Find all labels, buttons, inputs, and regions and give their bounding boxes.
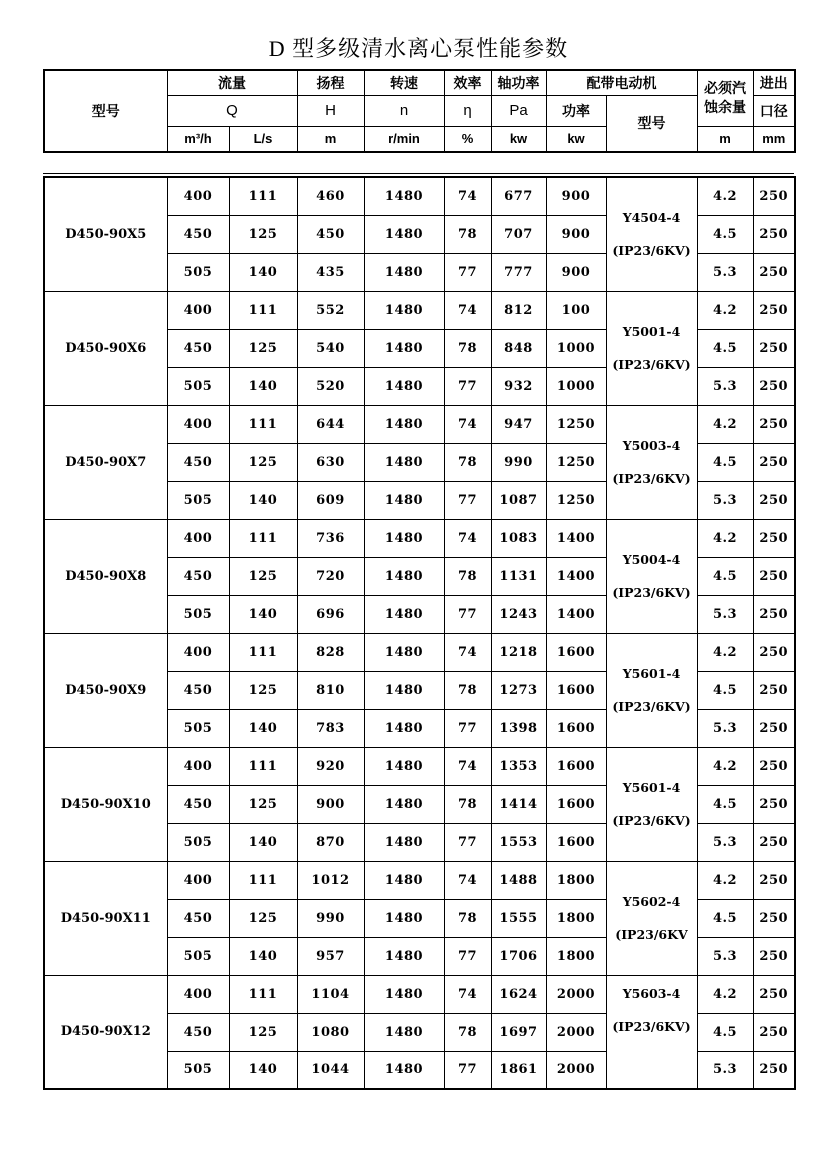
header-head-label: 扬程 bbox=[297, 70, 364, 95]
head-cell: 870 bbox=[297, 823, 364, 861]
flow-ls-cell: 125 bbox=[229, 1013, 297, 1051]
npsh-cell: 5.3 bbox=[697, 595, 753, 633]
motor-model-cell bbox=[606, 291, 697, 405]
motor-power-cell: 1400 bbox=[546, 557, 606, 595]
header-table bbox=[43, 69, 796, 153]
motor-model-block bbox=[607, 748, 697, 861]
flow-ls-cell: 140 bbox=[229, 253, 297, 291]
flow-ls-cell: 140 bbox=[229, 481, 297, 519]
speed-cell: 1480 bbox=[364, 899, 444, 937]
pump-model-cell: D450-90X12 bbox=[44, 975, 167, 1089]
motor-model-text: Y5004-4 bbox=[622, 552, 681, 567]
shaft-power-cell: 1353 bbox=[491, 747, 546, 785]
flow-ls-cell: 140 bbox=[229, 937, 297, 975]
motor-model-cell bbox=[606, 975, 697, 1089]
port-cell: 250 bbox=[753, 405, 795, 443]
motor-power-cell: 2000 bbox=[546, 1013, 606, 1051]
efficiency-cell: 78 bbox=[444, 557, 491, 595]
npsh-cell: 4.5 bbox=[697, 329, 753, 367]
motor-spec-text: (IP23/6KV) bbox=[612, 813, 691, 828]
motor-model-block bbox=[607, 292, 697, 405]
efficiency-cell: 78 bbox=[444, 443, 491, 481]
efficiency-cell: 77 bbox=[444, 481, 491, 519]
header-efficiency-unit: % bbox=[444, 126, 491, 152]
motor-model-text: Y5602-4 bbox=[622, 894, 681, 909]
npsh-cell: 4.5 bbox=[697, 557, 753, 595]
npsh-cell: 4.5 bbox=[697, 215, 753, 253]
flow-m3h-cell: 400 bbox=[167, 975, 229, 1013]
head-cell: 900 bbox=[297, 785, 364, 823]
motor-model-block bbox=[607, 178, 697, 291]
port-cell: 250 bbox=[753, 557, 795, 595]
pump-model-cell: D450-90X7 bbox=[44, 405, 167, 519]
flow-ls-cell: 125 bbox=[229, 215, 297, 253]
head-cell: 920 bbox=[297, 747, 364, 785]
speed-cell: 1480 bbox=[364, 975, 444, 1013]
flow-m3h-cell: 400 bbox=[167, 291, 229, 329]
speed-cell: 1480 bbox=[364, 671, 444, 709]
header-flow-unit-m3h: m³/h bbox=[167, 126, 229, 152]
motor-spec-text: (IP23/6KV) bbox=[612, 699, 691, 714]
efficiency-cell: 74 bbox=[444, 861, 491, 899]
header-shaft-power-label: 轴功率 bbox=[491, 70, 546, 95]
motor-model-text: Y5603-4 bbox=[622, 985, 681, 1001]
table-row bbox=[44, 291, 795, 329]
shaft-power-cell: 1697 bbox=[491, 1013, 546, 1051]
motor-power-cell: 1400 bbox=[546, 595, 606, 633]
speed-cell: 1480 bbox=[364, 519, 444, 557]
head-cell: 460 bbox=[297, 177, 364, 215]
port-cell: 250 bbox=[753, 443, 795, 481]
header-efficiency-symbol: η bbox=[444, 95, 491, 126]
header-speed-unit: r/min bbox=[364, 126, 444, 152]
shaft-power-cell: 777 bbox=[491, 253, 546, 291]
shaft-power-cell: 677 bbox=[491, 177, 546, 215]
speed-cell: 1480 bbox=[364, 481, 444, 519]
pump-model-cell: D450-90X6 bbox=[44, 291, 167, 405]
head-cell: 1044 bbox=[297, 1051, 364, 1089]
header-row-labels bbox=[44, 70, 795, 95]
head-cell: 720 bbox=[297, 557, 364, 595]
efficiency-cell: 78 bbox=[444, 671, 491, 709]
motor-spec-text: (IP23/6KV) bbox=[612, 243, 691, 259]
head-cell: 540 bbox=[297, 329, 364, 367]
motor-spec-text: (IP23/6KV) bbox=[612, 585, 691, 600]
port-cell: 250 bbox=[753, 215, 795, 253]
port-cell: 250 bbox=[753, 329, 795, 367]
header-port-line2: 口径 bbox=[753, 95, 795, 126]
motor-power-cell: 1800 bbox=[546, 899, 606, 937]
motor-model-block bbox=[607, 976, 697, 1089]
flow-m3h-cell: 505 bbox=[167, 937, 229, 975]
speed-cell: 1480 bbox=[364, 709, 444, 747]
npsh-cell: 4.2 bbox=[697, 861, 753, 899]
npsh-cell: 4.2 bbox=[697, 405, 753, 443]
flow-ls-cell: 111 bbox=[229, 291, 297, 329]
npsh-cell: 4.2 bbox=[697, 633, 753, 671]
flow-ls-cell: 125 bbox=[229, 671, 297, 709]
port-cell: 250 bbox=[753, 899, 795, 937]
flow-ls-cell: 140 bbox=[229, 1051, 297, 1089]
port-cell: 250 bbox=[753, 1051, 795, 1089]
motor-power-cell: 1000 bbox=[546, 329, 606, 367]
motor-model-cell bbox=[606, 747, 697, 861]
flow-ls-cell: 125 bbox=[229, 329, 297, 367]
pump-model-cell: D450-90X10 bbox=[44, 747, 167, 861]
motor-model-cell bbox=[606, 177, 697, 291]
head-cell: 736 bbox=[297, 519, 364, 557]
flow-m3h-cell: 450 bbox=[167, 785, 229, 823]
shaft-power-cell: 947 bbox=[491, 405, 546, 443]
motor-power-cell: 1250 bbox=[546, 481, 606, 519]
efficiency-cell: 77 bbox=[444, 823, 491, 861]
npsh-cell: 4.2 bbox=[697, 747, 753, 785]
speed-cell: 1480 bbox=[364, 253, 444, 291]
motor-model-block bbox=[607, 862, 697, 975]
header-port-unit: mm bbox=[753, 126, 795, 152]
page-title: D 型多级清水离心泵性能参数 bbox=[268, 36, 569, 61]
motor-power-cell: 2000 bbox=[546, 1051, 606, 1089]
npsh-cell: 4.5 bbox=[697, 785, 753, 823]
port-cell: 250 bbox=[753, 481, 795, 519]
speed-cell: 1480 bbox=[364, 443, 444, 481]
npsh-cell: 4.2 bbox=[697, 975, 753, 1013]
flow-ls-cell: 140 bbox=[229, 709, 297, 747]
speed-cell: 1480 bbox=[364, 785, 444, 823]
header-flow-symbol: Q bbox=[167, 95, 297, 126]
header-port-line1: 进出 bbox=[753, 70, 795, 95]
flow-ls-cell: 125 bbox=[229, 899, 297, 937]
header-motor-power-unit: kw bbox=[546, 126, 606, 152]
motor-model-block bbox=[607, 406, 697, 519]
speed-cell: 1480 bbox=[364, 1051, 444, 1089]
speed-cell: 1480 bbox=[364, 405, 444, 443]
efficiency-cell: 74 bbox=[444, 291, 491, 329]
flow-ls-cell: 111 bbox=[229, 975, 297, 1013]
shaft-power-cell: 1083 bbox=[491, 519, 546, 557]
body-table bbox=[43, 176, 796, 1090]
motor-power-cell: 1250 bbox=[546, 443, 606, 481]
motor-power-cell: 1600 bbox=[546, 823, 606, 861]
flow-ls-cell: 111 bbox=[229, 747, 297, 785]
port-cell: 250 bbox=[753, 785, 795, 823]
port-cell: 250 bbox=[753, 177, 795, 215]
flow-m3h-cell: 450 bbox=[167, 215, 229, 253]
speed-cell: 1480 bbox=[364, 291, 444, 329]
efficiency-cell: 78 bbox=[444, 329, 491, 367]
header-motor-model-label: 型号 bbox=[606, 95, 697, 152]
speed-cell: 1480 bbox=[364, 633, 444, 671]
head-cell: 810 bbox=[297, 671, 364, 709]
shaft-power-cell: 707 bbox=[491, 215, 546, 253]
header-head-symbol: H bbox=[297, 95, 364, 126]
shaft-power-cell: 990 bbox=[491, 443, 546, 481]
npsh-cell: 5.3 bbox=[697, 937, 753, 975]
efficiency-cell: 74 bbox=[444, 405, 491, 443]
head-cell: 450 bbox=[297, 215, 364, 253]
speed-cell: 1480 bbox=[364, 329, 444, 367]
speed-cell: 1480 bbox=[364, 367, 444, 405]
pump-model-cell: D450-90X8 bbox=[44, 519, 167, 633]
pump-model-cell: D450-90X11 bbox=[44, 861, 167, 975]
npsh-cell: 4.2 bbox=[697, 177, 753, 215]
flow-m3h-cell: 505 bbox=[167, 709, 229, 747]
port-cell: 250 bbox=[753, 253, 795, 291]
motor-power-cell: 100 bbox=[546, 291, 606, 329]
header-shaft-power-symbol: Pa bbox=[491, 95, 546, 126]
npsh-cell: 5.3 bbox=[697, 1051, 753, 1089]
flow-m3h-cell: 505 bbox=[167, 1051, 229, 1089]
header-npsh-line1: 必须汽 bbox=[704, 80, 746, 97]
flow-ls-cell: 125 bbox=[229, 557, 297, 595]
head-cell: 644 bbox=[297, 405, 364, 443]
flow-m3h-cell: 400 bbox=[167, 747, 229, 785]
port-cell: 250 bbox=[753, 671, 795, 709]
shaft-power-cell: 1131 bbox=[491, 557, 546, 595]
head-cell: 552 bbox=[297, 291, 364, 329]
shaft-power-cell: 1414 bbox=[491, 785, 546, 823]
table-row bbox=[44, 633, 795, 671]
shaft-power-cell: 812 bbox=[491, 291, 546, 329]
port-cell: 250 bbox=[753, 709, 795, 747]
port-cell: 250 bbox=[753, 975, 795, 1013]
head-cell: 435 bbox=[297, 253, 364, 291]
header-motor-power-label: 功率 bbox=[546, 95, 606, 126]
motor-model-cell bbox=[606, 633, 697, 747]
motor-power-cell: 900 bbox=[546, 215, 606, 253]
flow-m3h-cell: 400 bbox=[167, 177, 229, 215]
shaft-power-cell: 848 bbox=[491, 329, 546, 367]
motor-power-cell: 1600 bbox=[546, 785, 606, 823]
table-row bbox=[44, 975, 795, 1013]
npsh-cell: 5.3 bbox=[697, 253, 753, 291]
flow-ls-cell: 111 bbox=[229, 519, 297, 557]
motor-power-cell: 1250 bbox=[546, 405, 606, 443]
npsh-cell: 4.2 bbox=[697, 291, 753, 329]
head-cell: 1080 bbox=[297, 1013, 364, 1051]
flow-m3h-cell: 400 bbox=[167, 633, 229, 671]
flow-m3h-cell: 450 bbox=[167, 899, 229, 937]
table-row bbox=[44, 405, 795, 443]
shaft-power-cell: 1706 bbox=[491, 937, 546, 975]
efficiency-cell: 74 bbox=[444, 177, 491, 215]
npsh-cell: 4.5 bbox=[697, 1013, 753, 1051]
shaft-power-cell: 1488 bbox=[491, 861, 546, 899]
head-cell: 609 bbox=[297, 481, 364, 519]
table-row bbox=[44, 861, 795, 899]
npsh-cell: 5.3 bbox=[697, 709, 753, 747]
head-cell: 1104 bbox=[297, 975, 364, 1013]
port-cell: 250 bbox=[753, 823, 795, 861]
flow-ls-cell: 125 bbox=[229, 443, 297, 481]
port-cell: 250 bbox=[753, 519, 795, 557]
efficiency-cell: 74 bbox=[444, 975, 491, 1013]
efficiency-cell: 74 bbox=[444, 519, 491, 557]
motor-power-cell: 1600 bbox=[546, 747, 606, 785]
shaft-power-cell: 1861 bbox=[491, 1051, 546, 1089]
motor-power-cell: 900 bbox=[546, 177, 606, 215]
speed-cell: 1480 bbox=[364, 557, 444, 595]
head-cell: 1012 bbox=[297, 861, 364, 899]
motor-model-text: Y4504-4 bbox=[622, 210, 681, 226]
speed-cell: 1480 bbox=[364, 215, 444, 253]
header-npsh-unit: m bbox=[697, 126, 753, 152]
motor-spec-text: (IP23/6KV) bbox=[612, 471, 691, 486]
motor-model-block bbox=[607, 634, 697, 747]
speed-cell: 1480 bbox=[364, 823, 444, 861]
motor-power-cell: 1400 bbox=[546, 519, 606, 557]
port-cell: 250 bbox=[753, 747, 795, 785]
flow-m3h-cell: 450 bbox=[167, 671, 229, 709]
flow-m3h-cell: 400 bbox=[167, 405, 229, 443]
speed-cell: 1480 bbox=[364, 1013, 444, 1051]
page bbox=[43, 0, 794, 1090]
shaft-power-cell: 932 bbox=[491, 367, 546, 405]
header-speed-symbol: n bbox=[364, 95, 444, 126]
flow-ls-cell: 140 bbox=[229, 367, 297, 405]
header-flow-label: 流量 bbox=[167, 70, 297, 95]
efficiency-cell: 74 bbox=[444, 633, 491, 671]
efficiency-cell: 78 bbox=[444, 899, 491, 937]
table-row bbox=[44, 747, 795, 785]
motor-spec-text: (IP23/6KV) bbox=[612, 357, 691, 372]
shaft-power-cell: 1555 bbox=[491, 899, 546, 937]
speed-cell: 1480 bbox=[364, 177, 444, 215]
pump-model-cell: D450-90X5 bbox=[44, 177, 167, 291]
efficiency-cell: 78 bbox=[444, 785, 491, 823]
motor-model-cell bbox=[606, 861, 697, 975]
port-cell: 250 bbox=[753, 595, 795, 633]
header-efficiency-label: 效率 bbox=[444, 70, 491, 95]
shaft-power-cell: 1398 bbox=[491, 709, 546, 747]
head-cell: 520 bbox=[297, 367, 364, 405]
speed-cell: 1480 bbox=[364, 595, 444, 633]
motor-model-cell bbox=[606, 405, 697, 519]
motor-model-cell bbox=[606, 519, 697, 633]
flow-m3h-cell: 450 bbox=[167, 557, 229, 595]
efficiency-cell: 77 bbox=[444, 709, 491, 747]
shaft-power-cell: 1624 bbox=[491, 975, 546, 1013]
motor-power-cell: 900 bbox=[546, 253, 606, 291]
speed-cell: 1480 bbox=[364, 747, 444, 785]
header-flow-unit-ls: L/s bbox=[229, 126, 297, 152]
efficiency-cell: 77 bbox=[444, 595, 491, 633]
motor-power-cell: 1600 bbox=[546, 671, 606, 709]
npsh-cell: 4.5 bbox=[697, 443, 753, 481]
head-cell: 990 bbox=[297, 899, 364, 937]
motor-spec-text: (IP23/6KV bbox=[615, 927, 688, 942]
port-cell: 250 bbox=[753, 937, 795, 975]
header-motor-label: 配带电动机 bbox=[546, 70, 697, 95]
port-cell: 250 bbox=[753, 633, 795, 671]
npsh-cell: 4.5 bbox=[697, 671, 753, 709]
port-cell: 250 bbox=[753, 861, 795, 899]
flow-ls-cell: 111 bbox=[229, 861, 297, 899]
motor-model-block bbox=[607, 520, 697, 633]
motor-power-cell: 1800 bbox=[546, 937, 606, 975]
table-row bbox=[44, 519, 795, 557]
efficiency-cell: 74 bbox=[444, 747, 491, 785]
header-speed-label: 转速 bbox=[364, 70, 444, 95]
pump-model-cell: D450-90X9 bbox=[44, 633, 167, 747]
flow-m3h-cell: 505 bbox=[167, 823, 229, 861]
flow-m3h-cell: 450 bbox=[167, 1013, 229, 1051]
table-row bbox=[44, 177, 795, 215]
motor-power-cell: 1800 bbox=[546, 861, 606, 899]
flow-m3h-cell: 400 bbox=[167, 861, 229, 899]
efficiency-cell: 77 bbox=[444, 367, 491, 405]
body-table-frame bbox=[43, 173, 794, 1090]
efficiency-cell: 78 bbox=[444, 215, 491, 253]
npsh-cell: 4.2 bbox=[697, 519, 753, 557]
flow-m3h-cell: 450 bbox=[167, 329, 229, 367]
flow-m3h-cell: 505 bbox=[167, 481, 229, 519]
shaft-power-cell: 1273 bbox=[491, 671, 546, 709]
flow-ls-cell: 140 bbox=[229, 595, 297, 633]
flow-ls-cell: 140 bbox=[229, 823, 297, 861]
head-cell: 630 bbox=[297, 443, 364, 481]
header-head-unit: m bbox=[297, 126, 364, 152]
efficiency-cell: 77 bbox=[444, 937, 491, 975]
motor-model-text: Y5003-4 bbox=[622, 438, 681, 453]
flow-m3h-cell: 450 bbox=[167, 443, 229, 481]
flow-ls-cell: 111 bbox=[229, 177, 297, 215]
npsh-cell: 5.3 bbox=[697, 481, 753, 519]
efficiency-cell: 78 bbox=[444, 1013, 491, 1051]
motor-spec-text: (IP23/6KV) bbox=[612, 1018, 691, 1034]
efficiency-cell: 77 bbox=[444, 1051, 491, 1089]
flow-m3h-cell: 505 bbox=[167, 367, 229, 405]
npsh-cell: 4.5 bbox=[697, 899, 753, 937]
head-cell: 783 bbox=[297, 709, 364, 747]
shaft-power-cell: 1218 bbox=[491, 633, 546, 671]
flow-m3h-cell: 400 bbox=[167, 519, 229, 557]
header-npsh-label bbox=[697, 70, 753, 126]
motor-model-text: Y5601-4 bbox=[622, 666, 681, 681]
shaft-power-cell: 1087 bbox=[491, 481, 546, 519]
speed-cell: 1480 bbox=[364, 937, 444, 975]
shaft-power-cell: 1243 bbox=[491, 595, 546, 633]
flow-ls-cell: 125 bbox=[229, 785, 297, 823]
motor-power-cell: 1000 bbox=[546, 367, 606, 405]
port-cell: 250 bbox=[753, 367, 795, 405]
npsh-cell: 5.3 bbox=[697, 367, 753, 405]
header-shaft-power-unit: kw bbox=[491, 126, 546, 152]
npsh-cell: 5.3 bbox=[697, 823, 753, 861]
motor-model-text: Y5001-4 bbox=[622, 324, 681, 339]
head-cell: 828 bbox=[297, 633, 364, 671]
header-npsh-line2: 蚀余量 bbox=[704, 99, 746, 116]
port-cell: 250 bbox=[753, 1013, 795, 1051]
head-cell: 957 bbox=[297, 937, 364, 975]
flow-m3h-cell: 505 bbox=[167, 595, 229, 633]
port-cell: 250 bbox=[753, 291, 795, 329]
speed-cell: 1480 bbox=[364, 861, 444, 899]
motor-model-text: Y5601-4 bbox=[622, 780, 681, 795]
motor-power-cell: 1600 bbox=[546, 633, 606, 671]
flow-ls-cell: 111 bbox=[229, 633, 297, 671]
efficiency-cell: 77 bbox=[444, 253, 491, 291]
flow-ls-cell: 111 bbox=[229, 405, 297, 443]
header-model-cell: 型号 bbox=[44, 70, 167, 152]
motor-power-cell: 2000 bbox=[546, 975, 606, 1013]
shaft-power-cell: 1553 bbox=[491, 823, 546, 861]
flow-m3h-cell: 505 bbox=[167, 253, 229, 291]
head-cell: 696 bbox=[297, 595, 364, 633]
motor-power-cell: 1600 bbox=[546, 709, 606, 747]
